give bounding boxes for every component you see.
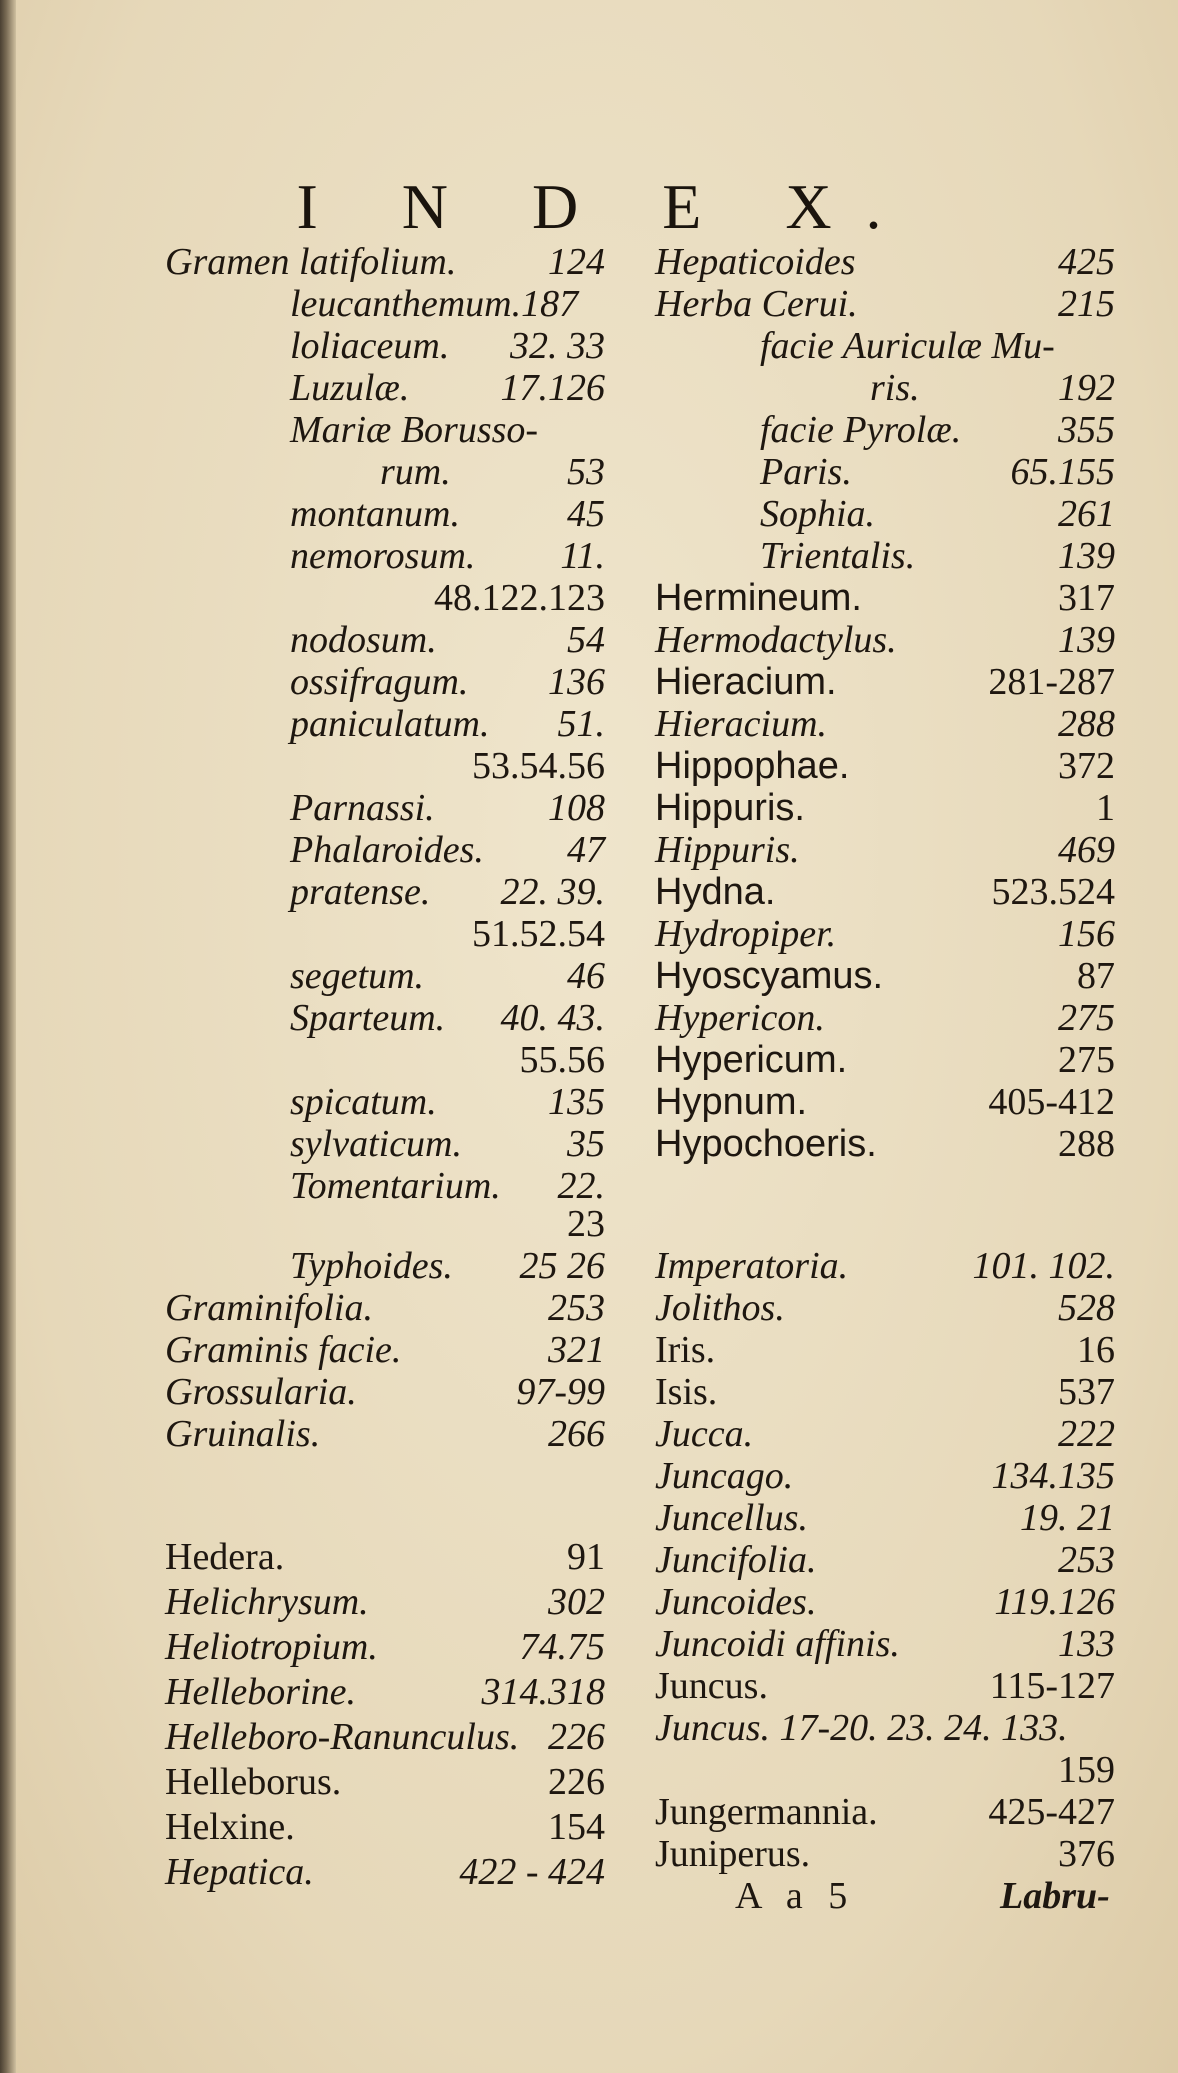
book-spine-edge <box>0 0 16 2073</box>
signature-mark: A a 5 <box>735 1875 856 1917</box>
catchword: Labru- <box>1000 1875 1110 1917</box>
page-title: I N D E X. <box>296 171 916 242</box>
